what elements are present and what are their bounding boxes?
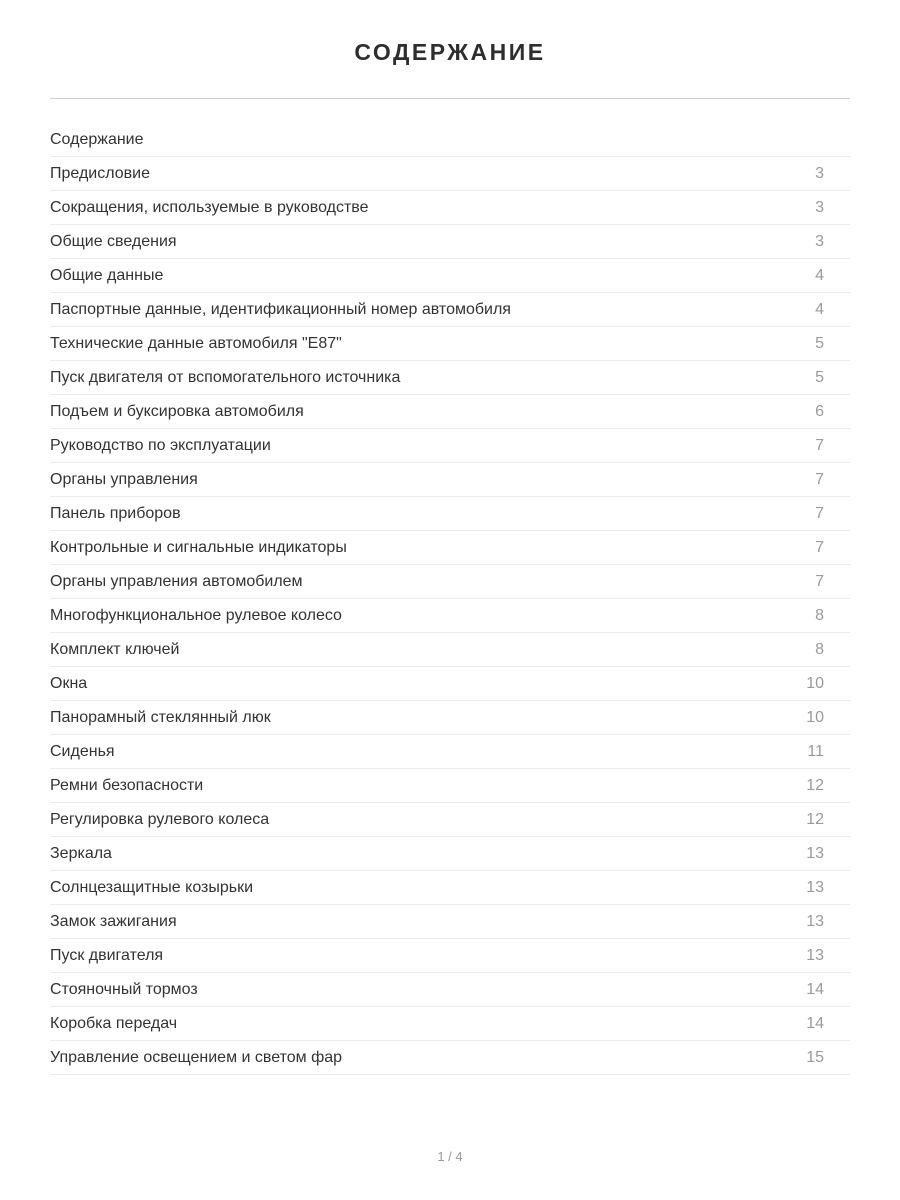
toc-entry-label: Ремни безопасности — [50, 776, 204, 794]
toc-row — [50, 157, 850, 191]
toc-entry-page: 3 — [815, 164, 824, 182]
toc-row — [50, 1041, 850, 1075]
toc-entry-label: Подъем и буксировка автомобиля — [50, 402, 304, 420]
toc-row — [50, 939, 850, 973]
toc-entry-page: 13 — [806, 878, 824, 896]
toc-entry-label: Пуск двигателя от вспомогательного источника — [50, 368, 401, 386]
toc-row — [50, 225, 850, 259]
toc-entry-page: 13 — [806, 844, 824, 862]
toc-entry-label: Солнцезащитные козырьки — [50, 878, 254, 896]
toc-row — [50, 837, 850, 871]
toc-row — [50, 429, 850, 463]
page-title: СОДЕРЖАНИЕ — [354, 39, 546, 65]
toc-row — [50, 973, 850, 1007]
toc-entry-page: 7 — [815, 504, 824, 522]
toc-entry-page: 7 — [815, 470, 824, 488]
toc-entry-page: 4 — [815, 300, 824, 318]
toc-entry-label: Контрольные и сигнальные индикаторы — [50, 538, 347, 556]
toc-entry-label: Регулировка рулевого колеса — [50, 810, 270, 828]
toc-row — [50, 735, 850, 769]
toc-entry-label: Содержание — [50, 130, 144, 148]
toc-row — [50, 1007, 850, 1041]
toc-entry-label: Органы управления автомобилем — [50, 572, 303, 590]
toc-entry-page: 7 — [815, 538, 824, 556]
toc-entry-label: Общие сведения — [50, 232, 177, 250]
toc-entry-label: Руководство по эксплуатации — [50, 436, 271, 454]
toc-entry-label: Управление освещением и светом фар — [50, 1048, 343, 1066]
toc-entry-page: 5 — [815, 368, 824, 386]
toc-row — [50, 803, 850, 837]
toc-entry-label: Панель приборов — [50, 504, 181, 522]
page-indicator: 1 / 4 — [437, 1149, 463, 1164]
toc-row — [50, 463, 850, 497]
toc-row — [50, 599, 850, 633]
toc-row — [50, 769, 850, 803]
toc-entry-label: Технические данные автомобиля "E87" — [50, 334, 342, 352]
toc-entry-label: Зеркала — [50, 844, 112, 862]
toc-entry-page: 4 — [815, 266, 824, 284]
toc-row — [50, 293, 850, 327]
toc-entry-page: 15 — [806, 1048, 824, 1066]
toc-row — [50, 259, 850, 293]
toc-entry-page: 14 — [806, 980, 824, 998]
toc-entry-page: 10 — [806, 708, 824, 726]
toc-entry-page: 12 — [806, 776, 824, 794]
toc-row — [50, 565, 850, 599]
toc-row — [50, 871, 850, 905]
toc-entry-label: Сокращения, используемые в руководстве — [50, 198, 369, 216]
toc-entry-label: Окна — [50, 674, 88, 692]
toc-entry-page: 13 — [806, 946, 824, 964]
toc-entry-label: Предисловие — [50, 164, 150, 182]
toc-entry-page: 10 — [806, 674, 824, 692]
toc-entry-page: 13 — [806, 912, 824, 930]
toc-entry-page: 14 — [806, 1014, 824, 1032]
toc-entry-page: 3 — [815, 232, 824, 250]
title-divider — [50, 98, 850, 99]
toc-entry-page: 11 — [807, 742, 824, 760]
toc-row — [50, 497, 850, 531]
toc-entry-label: Комплект ключей — [50, 640, 180, 658]
toc-entry-page: 3 — [815, 198, 824, 216]
toc-entry-page: 6 — [815, 402, 824, 420]
toc-row — [50, 633, 850, 667]
toc-entry-label: Пуск двигателя — [50, 946, 164, 964]
toc-entry-label: Коробка передач — [50, 1014, 178, 1032]
toc-entry-page: 7 — [815, 572, 824, 590]
toc-entry-page: 5 — [815, 334, 824, 352]
toc-entry-page: 7 — [815, 436, 824, 454]
toc-list — [50, 123, 850, 1075]
toc-entry-label: Панорамный стеклянный люк — [50, 708, 271, 726]
toc-entry-page: 8 — [815, 640, 824, 658]
toc-entry-label: Стояночный тормоз — [50, 980, 198, 998]
toc-entry-label: Многофункциональное рулевое колесо — [50, 606, 342, 624]
toc-entry-page: 8 — [815, 606, 824, 624]
toc-entry-label: Общие данные — [50, 266, 164, 284]
toc-entry-label: Замок зажигания — [50, 912, 177, 930]
toc-row — [50, 905, 850, 939]
toc-row — [50, 191, 850, 225]
toc-row — [50, 701, 850, 735]
toc-row — [50, 667, 850, 701]
toc-entry-page: 12 — [806, 810, 824, 828]
toc-row — [50, 327, 850, 361]
toc-entry-label: Паспортные данные, идентификационный номер автомобиля — [50, 300, 511, 318]
toc-row — [50, 123, 850, 157]
toc-entry-label: Сиденья — [50, 742, 115, 760]
toc-row — [50, 395, 850, 429]
toc-entry-label: Органы управления — [50, 470, 198, 488]
toc-row — [50, 361, 850, 395]
toc-row — [50, 531, 850, 565]
